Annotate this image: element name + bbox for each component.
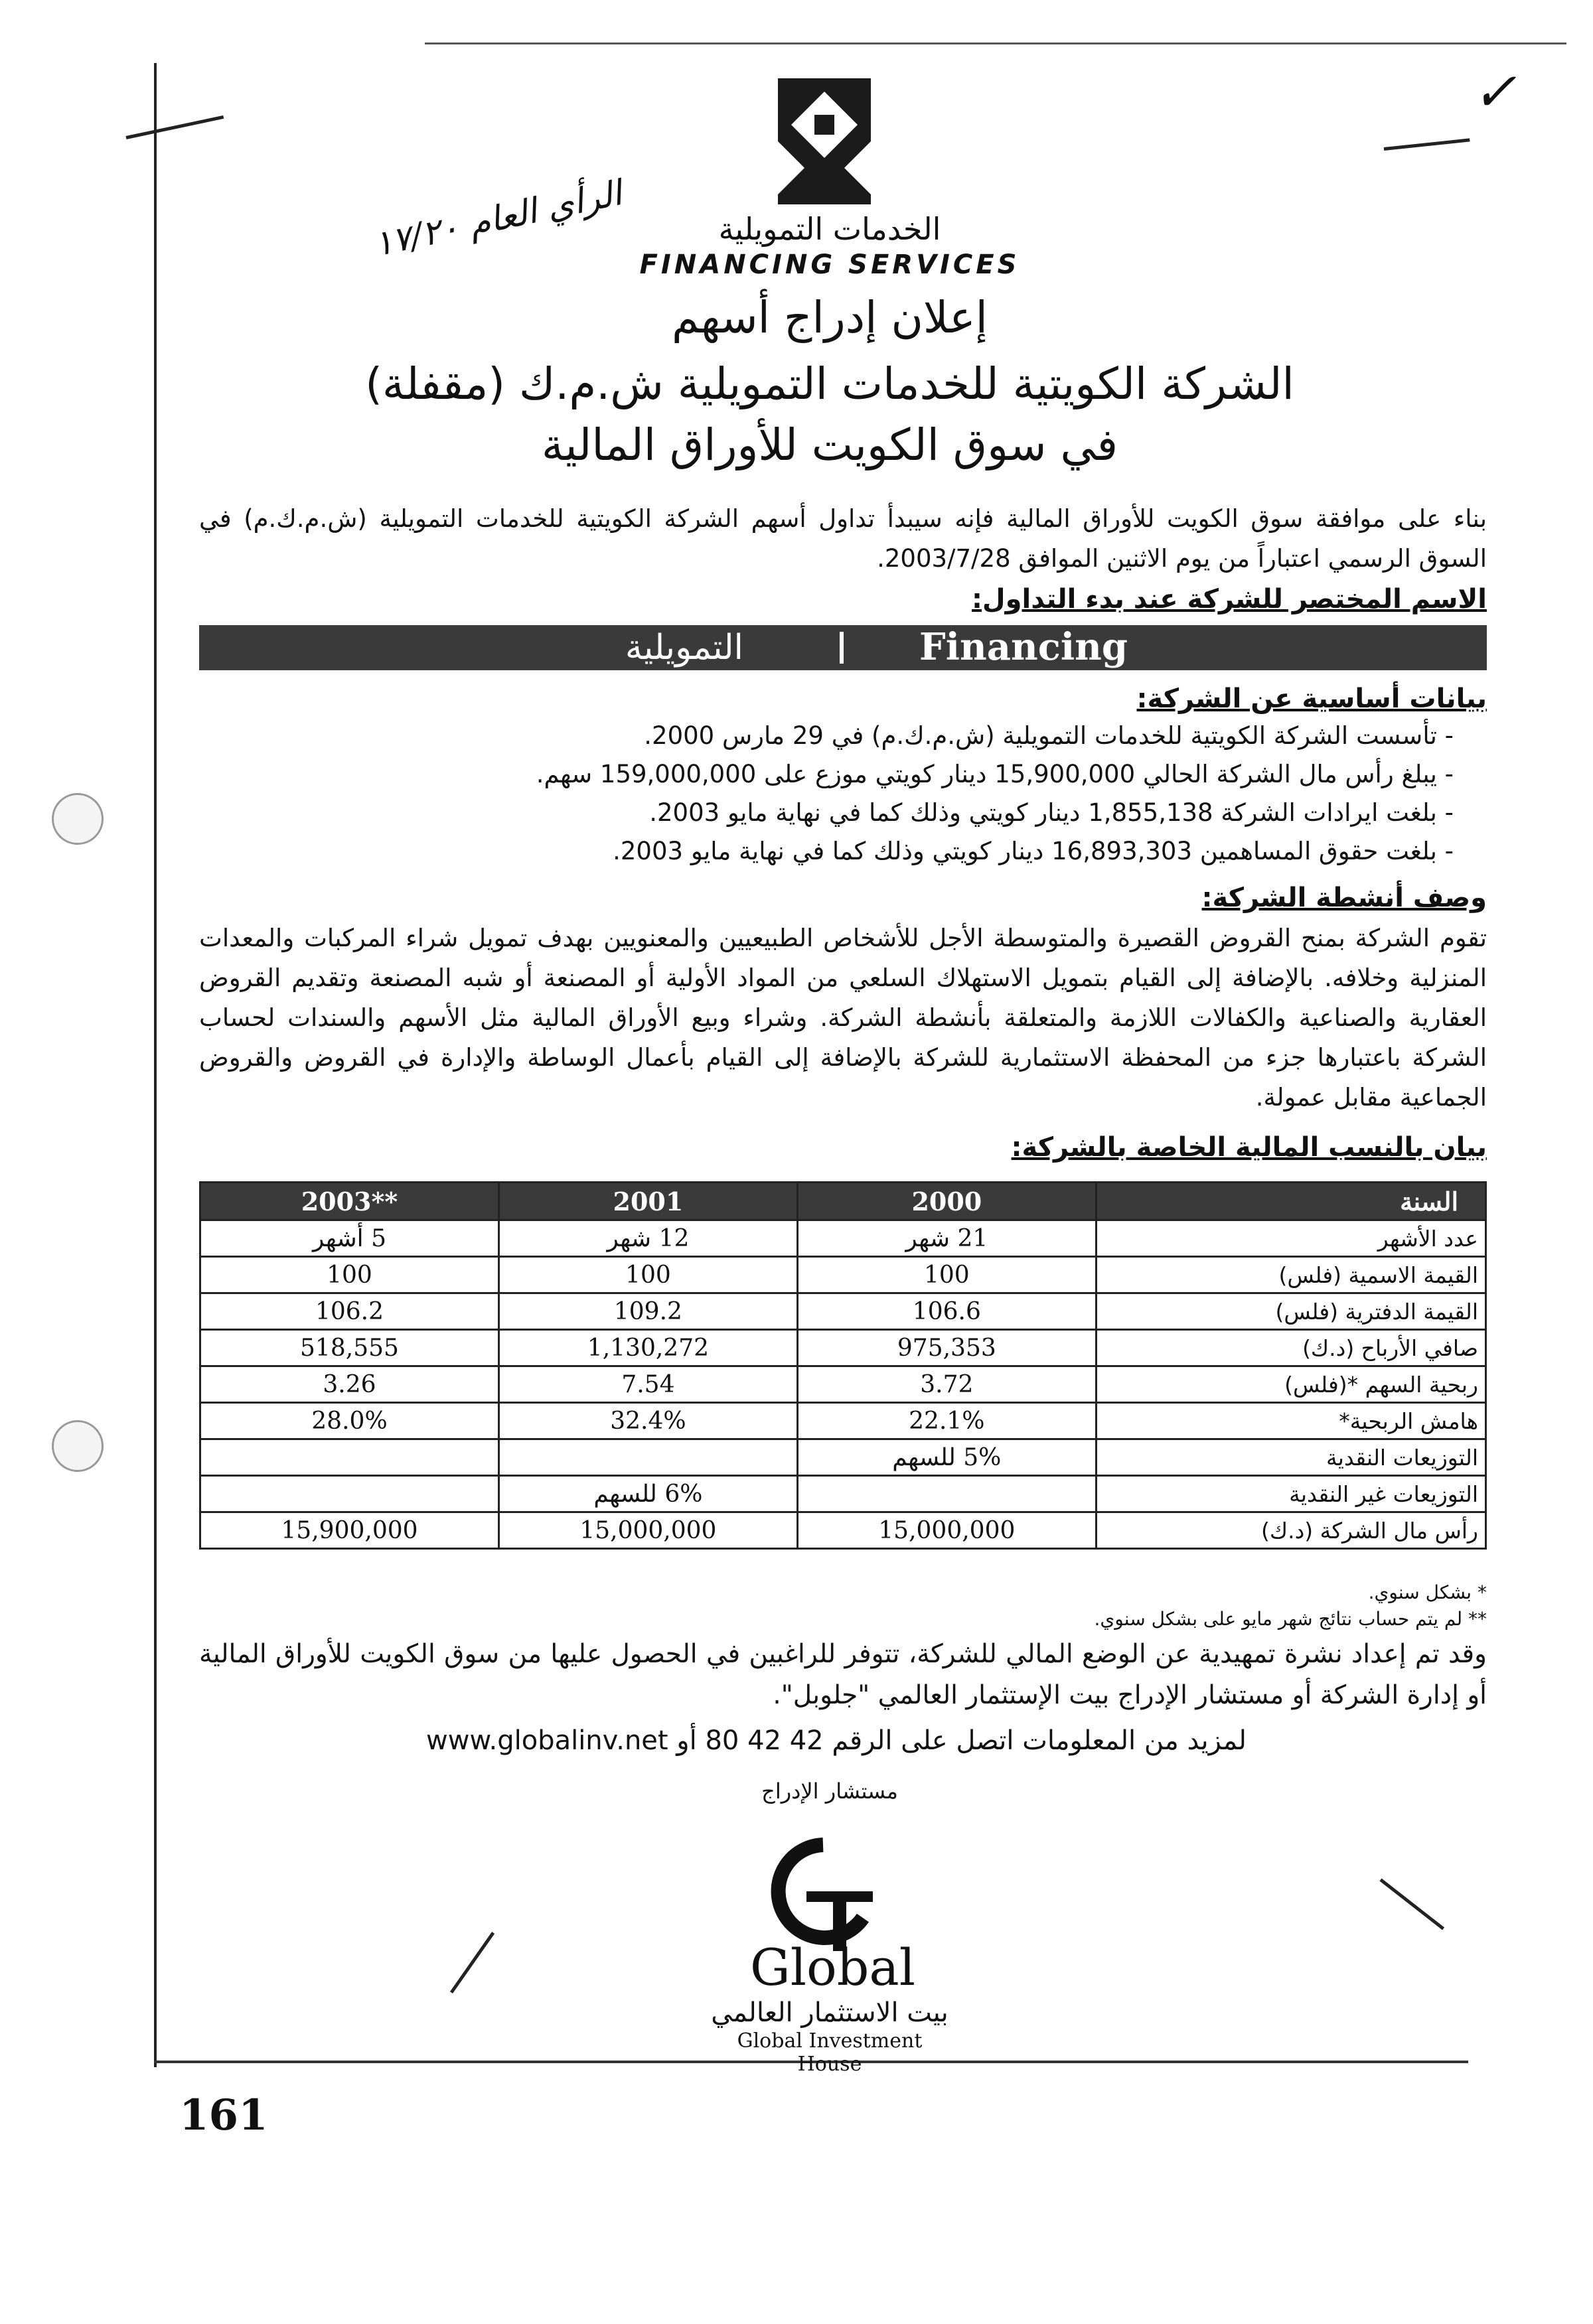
check-mark-icon: ✓	[1472, 61, 1517, 123]
financial-ratios-table	[199, 1181, 1487, 1550]
company-name-arabic: الخدمات التمويلية	[718, 211, 941, 247]
title-line-2: الشركة الكويتية للخدمات التمويلية ش.م.ك (مقفلة)	[365, 358, 1294, 409]
table-row	[200, 1439, 1486, 1476]
title-line-1: إعلان إدراج أسهم	[671, 292, 988, 343]
frame-left-line	[154, 63, 157, 2067]
activities-paragraph: تقوم الشركة بمنح القروض القصيرة والمتوسطة الأجل للأشخاص الطبيعيين والمعنويين بهدف تمويل شراء المركبات والمعدات المنزلية وخلافه. بالإضافة إلى القيام بتمويل الاستهلاك السلعي من المواد الأولية أو المصنعة أو شبه المصنعة وتقديم القروض العقارية والصناعية والكفالات اللازمة والمتعلقة بأنشطة الشركة. وشراء وبيع الأوراق المالية مثل الأسهم والسندات لحساب الشركة باعتبارها جزء من المحفظة الاستثمارية للشركة بالإضافة إلى القيام بأعمال الوساطة والإدارة في القروض والقروض الجماعية مقابل عمولة.	[199, 924, 1487, 1112]
global-name-english: Global	[750, 1938, 916, 1997]
row-label: صافي الأرباح (د.ك)	[1096, 1330, 1485, 1366]
cell-2000: 15,000,000	[797, 1512, 1096, 1549]
row-label: التوزيعات النقدية	[1096, 1439, 1485, 1476]
cell-2001: 12 شهر	[498, 1220, 797, 1257]
list-item: - يبلغ رأس مال الشركة الحالي 15,900,000 دينار كويتي موزع على 159,000,000 سهم.	[536, 760, 1454, 788]
activities-heading: وصف أنشطة الشركة:	[1201, 883, 1487, 913]
footnote: * بشكل سنوي.	[1368, 1581, 1487, 1603]
column-header-2000: 2000	[797, 1183, 1096, 1220]
cell-2003: 518,555	[200, 1330, 499, 1366]
table-footnotes	[1094, 1579, 1487, 1633]
handwritten-note: الرأي العام ١٧/٢٠	[370, 173, 625, 265]
cell-2003	[200, 1439, 499, 1476]
row-label: رأس مال الشركة (د.ك)	[1096, 1512, 1485, 1549]
row-label: القيمة الدفترية (فلس)	[1096, 1293, 1485, 1330]
global-name-arabic: بيت الاستثمار العالمي	[711, 1997, 948, 2028]
cell-2003: 3.26	[200, 1366, 499, 1403]
cell-2003: 106.2	[200, 1293, 499, 1330]
cell-2000: 3.72	[797, 1366, 1096, 1403]
table-row	[200, 1366, 1486, 1403]
pen-mark-right	[1384, 138, 1470, 151]
pen-mark-bottom-left	[450, 1932, 494, 1994]
cell-2000: 106.6	[797, 1293, 1096, 1330]
banner-separator	[840, 632, 844, 664]
table-row	[200, 1512, 1486, 1549]
cell-2001	[498, 1439, 797, 1476]
row-label: هامش الربحية*	[1096, 1403, 1485, 1439]
row-label: القيمة الاسمية (فلس)	[1096, 1257, 1485, 1293]
cell-2001: 6% للسهم	[498, 1476, 797, 1512]
cell-2001: 100	[498, 1257, 797, 1293]
cell-2003: 15,900,000	[200, 1512, 499, 1549]
cell-2000: 22.1%	[797, 1403, 1096, 1439]
table-row	[200, 1476, 1486, 1512]
cell-2003: 5 أشهر	[200, 1220, 499, 1257]
short-name-banner	[199, 625, 1487, 670]
cell-2001: 15,000,000	[498, 1512, 797, 1549]
financing-services-logo-icon	[778, 78, 871, 204]
list-item: - تأسست الشركة الكويتية للخدمات التمويلية (ش.م.ك.م) في 29 مارس 2000.	[644, 721, 1454, 750]
basic-info-list	[199, 717, 1487, 871]
cell-2003	[200, 1476, 499, 1512]
global-full-name-english: Global Investment House	[737, 2029, 923, 2076]
closing-paragraph: وقد تم إعداد نشرة تمهيدية عن الوضع المالي للشركة، تتوفر للراغبين في الحصول عليها من سوق الكويت للأوراق المالية أو إدارة الشركة أو مستشار الإدراج بيت الإستثمار العالمي "جلوبل".	[199, 1639, 1487, 1710]
cell-2000: 100	[797, 1257, 1096, 1293]
table-row	[200, 1257, 1486, 1293]
cell-2001: 109.2	[498, 1293, 797, 1330]
list-item: - بلغت حقوق المساهمين 16,893,303 دينار كويتي وذلك كما في نهاية مايو 2003.	[613, 837, 1454, 865]
basic-info-heading: بيانات أساسية عن الشركة:	[1136, 684, 1487, 714]
cell-2000	[797, 1476, 1096, 1512]
page-number: 161	[179, 2090, 268, 2140]
short-name-arabic: التمويلية	[625, 628, 743, 668]
cell-2001: 32.4%	[498, 1403, 797, 1439]
table-row	[200, 1220, 1486, 1257]
pen-mark-left	[125, 115, 224, 139]
punch-hole-bottom	[52, 1420, 104, 1472]
table-row	[200, 1403, 1486, 1439]
company-name-english: FINANCING SERVICES	[639, 250, 1020, 280]
short-name-heading: الاسم المختصر للشركة عند بدء التداول:	[971, 584, 1487, 615]
cell-2000: 975,353	[797, 1330, 1096, 1366]
list-item: - بلغت ايرادات الشركة 1,855,138 دينار كويتي وذلك كما في نهاية مايو 2003.	[649, 798, 1454, 827]
row-label: عدد الأشهر	[1096, 1220, 1485, 1257]
table-row	[200, 1330, 1486, 1366]
row-label: ربحية السهم *(فلس)	[1096, 1366, 1485, 1403]
row-label: التوزيعات غير النقدية	[1096, 1476, 1485, 1512]
footnote: ** لم يتم حساب نتائج شهر مايو على بشكل سنوي.	[1094, 1608, 1487, 1630]
table-header-row	[200, 1183, 1486, 1220]
column-header-year: السنة	[1096, 1183, 1485, 1220]
frame-top-line	[425, 42, 1566, 44]
short-name-english: Financing	[919, 625, 1128, 669]
title-line-3: في سوق الكويت للأوراق المالية	[541, 419, 1118, 471]
cell-2000: 5% للسهم	[797, 1439, 1096, 1476]
table-row	[200, 1293, 1486, 1330]
cell-2003: 100	[200, 1257, 499, 1293]
cell-2000: 21 شهر	[797, 1220, 1096, 1257]
ratios-heading: بيان بالنسب المالية الخاصة بالشركة:	[1011, 1132, 1487, 1163]
contact-line: لمزيد من المعلومات اتصل على الرقم 42 42 80 أو www.globalinv.net	[426, 1725, 1247, 1756]
intro-paragraph: بناء على موافقة سوق الكويت للأوراق المالية فإنه سيبدأ تداول أسهم الشركة الكويتية للخدمات التمويلية (ش.م.ك.م) في السوق الرسمي اعتباراً من يوم الاثنين الموافق 2003/7/28.	[199, 504, 1487, 573]
cell-2001: 7.54	[498, 1366, 797, 1403]
punch-hole-top	[52, 793, 104, 845]
column-header-2003: **2003	[200, 1183, 499, 1220]
cell-2003: 28.0%	[200, 1403, 499, 1439]
pen-mark-bottom-right	[1379, 1879, 1444, 1930]
advisor-label: مستشار الإدراج	[761, 1779, 898, 1804]
column-header-2001: 2001	[498, 1183, 797, 1220]
cell-2001: 1,130,272	[498, 1330, 797, 1366]
